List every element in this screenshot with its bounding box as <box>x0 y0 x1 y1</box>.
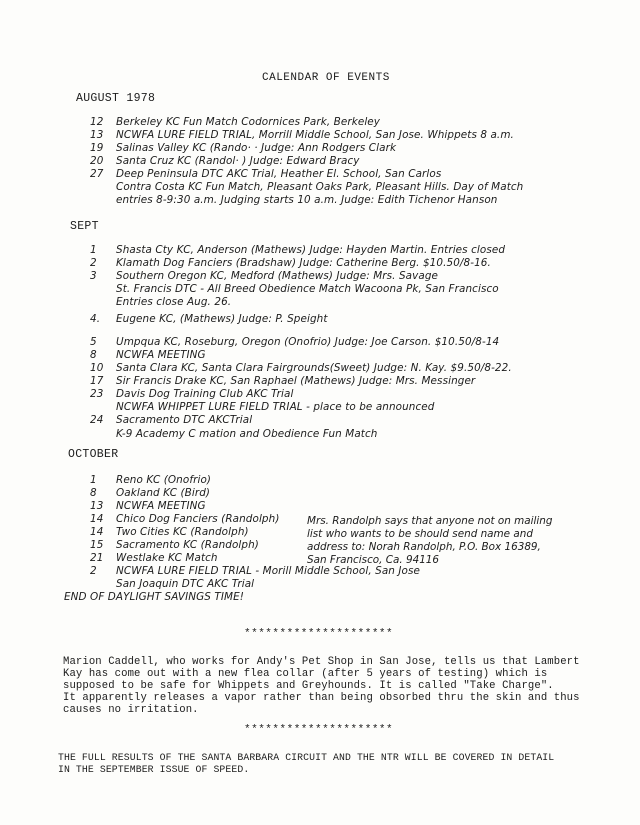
event-line <box>90 194 497 206</box>
event-text: Contra Costa KC Fun Match, Pleasant Oaks Park, Pleasant Hills. Day of Match <box>116 181 524 193</box>
event-day: 2 <box>90 257 97 269</box>
event-text: Two Cities KC (Randolph) <box>116 526 249 538</box>
event-day: 23 <box>90 388 104 400</box>
event-text: Entries close Aug. 26. <box>116 296 232 308</box>
event-day: 1 <box>90 244 97 256</box>
event-day: 19 <box>90 142 104 154</box>
event-text: Oakland KC (Bird) <box>116 487 211 499</box>
event-text: Berkeley KC Fun Match Codornices Park, Berkeley <box>116 116 381 128</box>
event-text: Santa Clara KC, Santa Clara Fairgrounds(Sweet) Judge: N. Kay. $9.50/8-22. <box>116 362 512 374</box>
event-day: 15 <box>90 539 104 551</box>
event-line <box>90 474 211 486</box>
event-text: NCWFA LURE FIELD TRIAL, Morrill Middle School, San Jose. Whippets 8 a.m. <box>116 129 514 141</box>
event-line <box>90 362 512 374</box>
closing-line: IN THE SEPTEMBER ISSUE OF SPEED. <box>58 764 250 775</box>
event-text: San Joaquin DTC AKC Trial <box>116 578 255 590</box>
paragraph-line: Marion Caddell, who works for Andy's Pet Shop in San Jose, tells us that Lambert <box>63 656 580 668</box>
event-line <box>90 539 259 551</box>
event-day: 27 <box>90 168 104 180</box>
event-day: 3 <box>90 270 97 282</box>
closing-line: THE FULL RESULTS OF THE SANTA BARBARA CIRCUIT AND THE NTR WILL BE COVERED IN DETAIL <box>58 752 555 763</box>
paragraph-line: Kay has come out with a new flea collar (after 5 years of testing) which is <box>63 668 548 680</box>
event-line <box>90 129 514 141</box>
event-text: Chico Dog Fanciers (Randolph) <box>116 513 280 525</box>
event-line <box>90 401 435 413</box>
event-day: 8 <box>90 487 97 499</box>
paragraph-line: It apparently releases a vapor rather than being obsorbed thru the skin and thus <box>63 692 580 704</box>
event-text: NCWFA MEETING <box>116 349 206 361</box>
event-text: END OF DAYLIGHT SAVINGS TIME! <box>64 591 245 603</box>
randolph-note-line: address to: Norah Randolph, P.O. Box 16389, <box>307 541 541 553</box>
month-heading-september: SEPT <box>70 220 99 233</box>
event-line <box>90 500 206 512</box>
event-text: Klamath Dog Fanciers (Bradshaw) Judge: Catherine Berg. $10.50/8-16. <box>116 257 491 269</box>
event-line <box>90 168 441 180</box>
event-text: Davis Dog Training Club AKC Trial <box>116 388 294 400</box>
event-text: St. Francis DTC - All Breed Obedience Match Wacoona Pk, San Francisco <box>116 283 499 295</box>
event-line <box>90 336 499 348</box>
event-line <box>90 428 377 440</box>
randolph-note-line: Mrs. Randolph says that anyone not on mailing <box>307 515 553 527</box>
event-day: 13 <box>90 500 104 512</box>
event-line <box>90 578 254 590</box>
event-text: Deep Peninsula DTC AKC Trial, Heather El. School, San Carlos <box>116 168 442 180</box>
event-day: 13 <box>90 129 104 141</box>
calendar-title: CALENDAR OF EVENTS <box>262 72 390 84</box>
event-day: 17 <box>90 375 104 387</box>
event-text: Shasta Cty KC, Anderson (Mathews) Judge: Hayden Martin. Entries closed <box>116 244 506 256</box>
event-line <box>90 283 499 295</box>
event-day: 21 <box>90 552 104 564</box>
event-day: 14 <box>90 513 104 525</box>
event-text: NCWFA MEETING <box>116 500 206 512</box>
event-line <box>64 591 244 603</box>
event-day: 14 <box>90 526 104 538</box>
event-text: Salinas Valley KC (Rando· · Judge: Ann Rodgers Clark <box>116 142 397 154</box>
event-text: K-9 Academy C mation and Obedience Fun Match <box>116 428 378 440</box>
event-line <box>90 565 420 577</box>
event-line <box>90 270 438 282</box>
event-line <box>90 155 360 167</box>
event-line <box>90 296 231 308</box>
event-text: Sacramento DTC AKCTrial <box>116 414 253 426</box>
event-day: 1 <box>90 474 97 486</box>
event-line <box>90 414 252 426</box>
event-day: 12 <box>90 116 104 128</box>
event-line <box>90 526 249 538</box>
event-line <box>90 181 523 193</box>
event-day: 2 <box>90 565 97 577</box>
event-day: 8 <box>90 349 97 361</box>
event-line <box>90 487 210 499</box>
event-line <box>90 375 475 387</box>
month-heading-august: AUGUST 1978 <box>76 92 156 105</box>
asterisk-divider: ********************* <box>244 628 394 640</box>
event-text: Sacramento KC (Randolph) <box>116 539 259 551</box>
event-text: entries 8-9:30 a.m. Judging starts 10 a.m. Judge: Edith Tichenor Hanson <box>116 194 498 206</box>
event-line <box>90 552 218 564</box>
event-day: 20 <box>90 155 104 167</box>
paragraph-line: causes no irritation. <box>63 704 199 716</box>
event-line <box>90 388 293 400</box>
paragraph-line: supposed to be safe for Whippets and Greyhounds. It is called "Take Charge". <box>63 680 554 692</box>
event-text: Reno KC (Onofrio) <box>116 474 212 486</box>
event-text: Sir Francis Drake KC, San Raphael (Mathews) Judge: Mrs. Messinger <box>116 375 476 387</box>
randolph-note-line: San Francisco, Ca. 94116 <box>307 554 440 566</box>
event-text: Southern Oregon KC, Medford (Mathews) Judge: Mrs. Savage <box>116 270 439 282</box>
event-line <box>90 349 206 361</box>
event-line <box>90 513 279 525</box>
event-text: NCWFA WHIPPET LURE FIELD TRIAL - place to be announced <box>116 401 435 413</box>
randolph-note-line: list who wants to be should send name and <box>307 528 533 540</box>
event-day: 10 <box>90 362 104 374</box>
event-day: 5 <box>90 336 97 348</box>
event-line <box>90 313 328 325</box>
event-line <box>90 142 396 154</box>
event-text: NCWFA LURE FIELD TRIAL - Morill Middle School, San Jose <box>116 565 421 577</box>
month-heading-october: OCTOBER <box>68 448 119 461</box>
event-line <box>90 257 491 269</box>
event-line <box>90 116 380 128</box>
asterisk-divider: ********************* <box>244 724 394 736</box>
event-text: Santa Cruz KC (Randol· ) Judge: Edward Bracy <box>116 155 360 167</box>
event-text: Eugene KC, (Mathews) Judge: P. Speight <box>116 313 328 325</box>
event-day: 24 <box>90 414 104 426</box>
event-text: Westlake KC Match <box>116 552 218 564</box>
event-line <box>90 244 505 256</box>
event-text: Umpqua KC, Roseburg, Oregon (Onofrio) Judge: Joe Carson. $10.50/8-14 <box>116 336 500 348</box>
event-day: 4. <box>90 313 101 325</box>
